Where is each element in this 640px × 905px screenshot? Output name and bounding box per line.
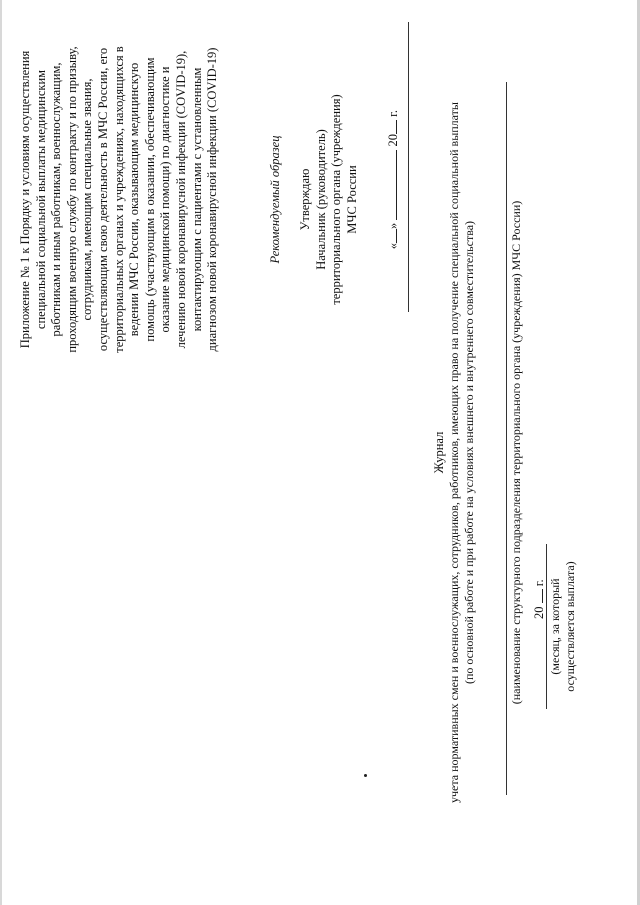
approval-rule — [408, 22, 409, 312]
appendix-line: территориальных органах и учреждениях, находящихся в — [111, 46, 126, 353]
scan-edge-top — [0, 0, 2, 905]
journal-description — [447, 18, 477, 887]
period-year-prefix: 20 — [532, 606, 546, 619]
journal-desc-line: (по основной работе и при работе на условиях внешнего и внутреннего совместительства) — [462, 220, 476, 685]
quote-open: « — [386, 242, 400, 250]
appendix-line: лечению новой коронавирусной инфекции (COVID-19), — [173, 50, 188, 349]
quote-close: » — [386, 222, 400, 229]
period-caption — [548, 544, 578, 709]
appendix-line: помощь (участвующим в оказании, обеспечивающим — [142, 57, 157, 342]
journal-desc-line: учета нормативных смен и военнослужащих, сотрудников, работников, имеющих право на получение специальной социальной выплаты — [447, 102, 461, 803]
appendix-line: ведении МЧС России, оказывающим медицинскую — [127, 62, 142, 337]
year-suffix: г. — [386, 110, 400, 117]
journal-title: Журнал — [432, 431, 446, 474]
period-year — [532, 579, 547, 619]
org-name-rule — [506, 82, 507, 795]
appendix-line: Приложение № 1 к Порядку и условиям осуществления — [18, 50, 32, 349]
period-caption-line: (месяц, за который — [548, 578, 562, 675]
org-name-caption: (наименование структурного подразделения территориального органа (учреждения) МЧС России) — [509, 200, 523, 705]
approval-block — [298, 22, 360, 377]
period-year-suffix: г. — [532, 579, 546, 587]
year-prefix: 20 — [386, 133, 400, 147]
sample-label: Рекомендуемый образец — [268, 135, 282, 264]
approval-date — [386, 110, 401, 249]
appendix-line: специальной социальной выплаты медицинским — [33, 69, 48, 330]
appendix-line: проходящим военную службу по контракту и по призыву, — [64, 46, 79, 353]
approval-line: территориального органа (учреждения) — [329, 94, 344, 305]
approval-line: Начальник (руководитель) — [313, 129, 328, 270]
appendix-line: осуществляющим свою деятельность в МЧС России, его — [95, 47, 110, 352]
month-blank — [396, 150, 397, 220]
approval-line: Утверждаю — [298, 168, 312, 231]
appendix-line: оказание медицинской помощи) по диагностике и — [158, 66, 173, 333]
day-blank — [396, 229, 397, 243]
period-month-rule — [546, 544, 547, 709]
year-blank — [396, 120, 397, 134]
appendix-note — [18, 22, 221, 377]
appendix-line: контактирующим с пациентами с установленным — [189, 67, 204, 332]
appendix-line: диагнозом новой коронавирусной инфекции (COVID-19) — [205, 47, 220, 352]
period-year-blank — [542, 589, 543, 603]
appendix-line: сотрудникам, имеющим специальные звания, — [80, 78, 95, 321]
scan-dot — [364, 774, 367, 777]
approval-line: МЧС России — [344, 165, 359, 234]
appendix-line: работникам и иным работникам, военнослужащим, — [49, 62, 64, 337]
period-caption-line: осуществляется выплата) — [563, 561, 577, 692]
